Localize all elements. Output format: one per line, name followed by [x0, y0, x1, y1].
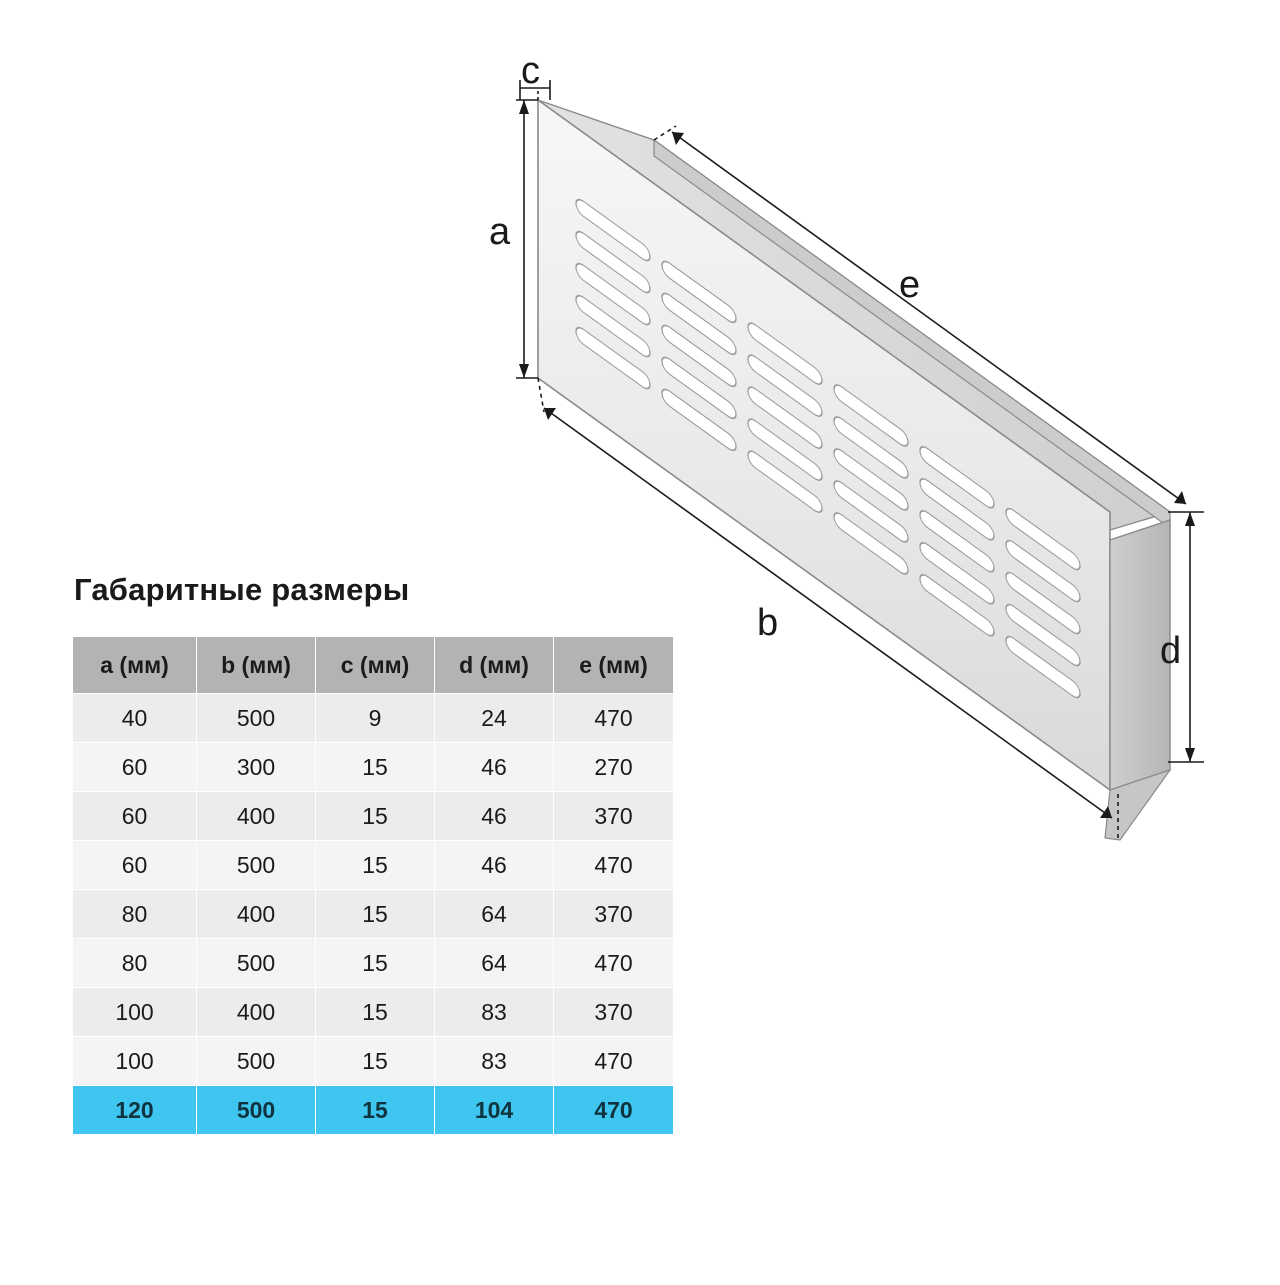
table-row [73, 939, 674, 988]
cell-b: 500 [197, 694, 316, 743]
cell-d: 46 [435, 841, 554, 890]
cell-e: 370 [554, 988, 674, 1037]
cell-a: 40 [73, 694, 197, 743]
column-header-c: c (мм) [316, 637, 435, 694]
cell-b: 400 [197, 890, 316, 939]
dimension-label-d: d [1160, 630, 1182, 672]
cell-a: 120 [73, 1086, 197, 1135]
cell-c: 15 [316, 939, 435, 988]
column-header-a: a (мм) [73, 637, 197, 694]
table-row-selected [73, 1086, 674, 1135]
cell-a: 60 [73, 743, 197, 792]
cell-b: 500 [197, 1086, 316, 1135]
table-row [73, 890, 674, 939]
dimension-label-b: b [757, 602, 779, 644]
cell-c: 15 [316, 1037, 435, 1086]
dimensions-table [72, 636, 674, 1135]
cell-b: 400 [197, 792, 316, 841]
cell-d: 46 [435, 743, 554, 792]
cell-a: 80 [73, 890, 197, 939]
table-title: Габаритные размеры [74, 572, 410, 607]
cell-d: 64 [435, 890, 554, 939]
cell-e: 370 [554, 890, 674, 939]
cell-b: 400 [197, 988, 316, 1037]
dimensions-table-block [72, 572, 682, 1135]
column-header-b: b (мм) [197, 637, 316, 694]
table-row [73, 988, 674, 1037]
cell-a: 60 [73, 792, 197, 841]
cell-e: 470 [554, 1037, 674, 1086]
cell-a: 80 [73, 939, 197, 988]
column-header-d: d (мм) [435, 637, 554, 694]
cell-a: 60 [73, 841, 197, 890]
cell-e: 370 [554, 792, 674, 841]
cell-d: 46 [435, 792, 554, 841]
cell-c: 15 [316, 988, 435, 1037]
cell-c: 15 [316, 792, 435, 841]
dimension-label-a: a [489, 211, 511, 253]
cell-c: 15 [316, 1086, 435, 1135]
cell-d: 104 [435, 1086, 554, 1135]
cell-a: 100 [73, 1037, 197, 1086]
cell-d: 64 [435, 939, 554, 988]
cell-c: 15 [316, 890, 435, 939]
cell-c: 9 [316, 694, 435, 743]
cell-b: 300 [197, 743, 316, 792]
cell-d: 83 [435, 1037, 554, 1086]
table-row [73, 792, 674, 841]
cell-d: 24 [435, 694, 554, 743]
cell-e: 270 [554, 743, 674, 792]
cell-c: 15 [316, 841, 435, 890]
dimension-label-e: e [899, 264, 921, 306]
cell-b: 500 [197, 841, 316, 890]
cell-e: 470 [554, 694, 674, 743]
cell-e: 470 [554, 1086, 674, 1135]
table-header-row [73, 637, 674, 694]
cell-d: 83 [435, 988, 554, 1037]
table-row [73, 841, 674, 890]
table-row [73, 694, 674, 743]
cell-e: 470 [554, 841, 674, 890]
cell-a: 100 [73, 988, 197, 1037]
dimension-label-c: c [521, 50, 540, 92]
table-row [73, 743, 674, 792]
table-row [73, 1037, 674, 1086]
cell-e: 470 [554, 939, 674, 988]
cell-b: 500 [197, 1037, 316, 1086]
cell-c: 15 [316, 743, 435, 792]
cell-b: 500 [197, 939, 316, 988]
column-header-e: e (мм) [554, 637, 674, 694]
